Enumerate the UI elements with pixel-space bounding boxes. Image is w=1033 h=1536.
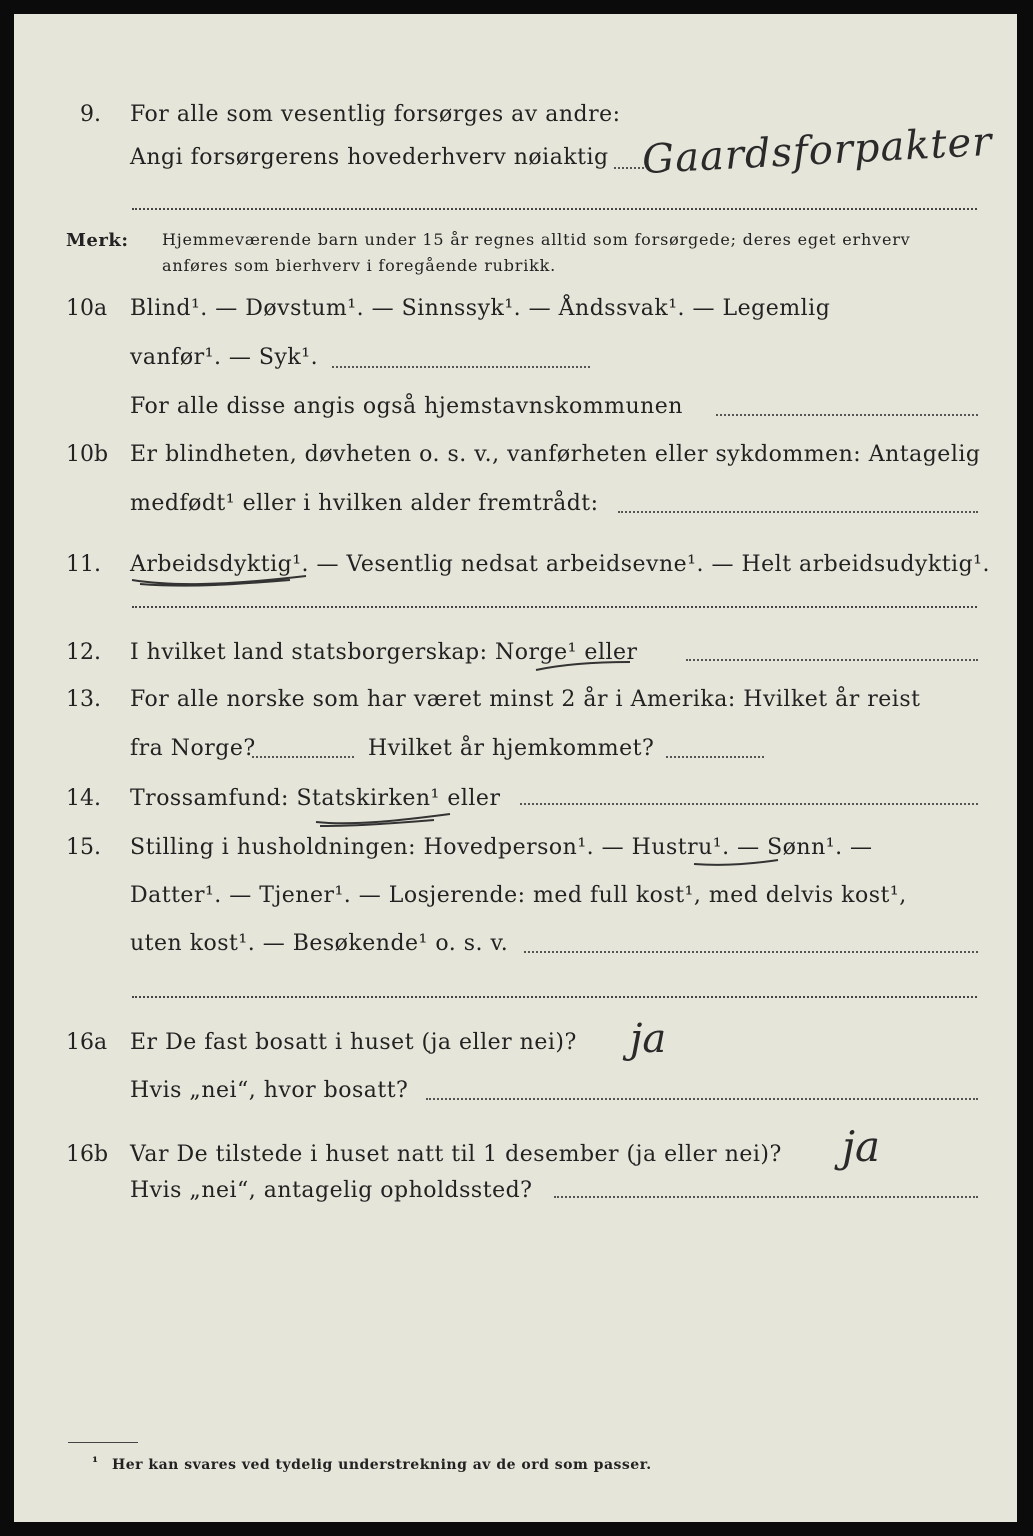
q11-answer-rule	[132, 606, 977, 608]
q12-underline-mark	[534, 660, 634, 676]
q12-fill-line	[686, 659, 978, 661]
q14-line1: Trossamfund: Statskirken¹ eller	[130, 786, 501, 811]
q16a-fill-line	[426, 1098, 978, 1100]
q13-line2a: fra Norge?	[130, 736, 256, 761]
q14-number: 14.	[66, 786, 101, 811]
q9-line2: Angi forsørgerens hovederhverv nøiaktig	[130, 145, 609, 170]
q15-line3: uten kost¹. — Besøkende¹ o. s. v.	[130, 931, 509, 956]
merk-line1: Hjemmeværende barn under 15 år regnes alltid som forsørgede; deres eget erhverv	[162, 230, 911, 249]
q9-line1: For alle som vesentlig forsørges av andre:	[130, 102, 621, 127]
q13-hjemkommet-fill-line	[666, 756, 764, 758]
q10b-line2: medfødt¹ eller i hvilken alder fremtrådt:	[130, 491, 599, 516]
q12-line1: I hvilket land statsborgerskap: Norge¹ eller	[130, 640, 638, 665]
q10a-line2: vanfør¹. — Syk¹.	[130, 345, 319, 370]
q10a-hjemstavn-fill-line	[716, 414, 978, 416]
q13-line1: For alle norske som har været minst 2 år i Amerika: Hvilket år reist	[130, 687, 921, 712]
q16a-line2: Hvis „nei“, hvor bosatt?	[130, 1078, 409, 1103]
q12-number: 12.	[66, 640, 101, 665]
q9-number: 9.	[80, 102, 101, 127]
q16b-handwritten-answer: ja	[842, 1122, 881, 1171]
footnote-mark: ¹	[92, 1455, 99, 1471]
q16a-handwritten-answer: ja	[630, 1016, 667, 1062]
merk-line2: anføres som bierhverv i foregående rubrikk.	[162, 256, 557, 275]
q10b-number: 10b	[66, 442, 109, 467]
footnote-text: Her kan svares ved tydelig understrekning av de ord som passer.	[112, 1457, 652, 1473]
q13-reist-fill-line	[252, 756, 354, 758]
q13-number: 13.	[66, 687, 101, 712]
q16a-number: 16a	[66, 1030, 108, 1055]
census-form-page	[14, 14, 1017, 1522]
q16b-line1: Var De tilstede i huset natt til 1 desember (ja eller nei)?	[130, 1142, 782, 1167]
q10a-number: 10a	[66, 296, 108, 321]
q11-number: 11.	[66, 552, 101, 577]
q10a-line1: Blind¹. — Døvstum¹. — Sinnssyk¹. — Åndssvak¹. — Legemlig	[130, 296, 831, 321]
q14-underline-mark	[314, 810, 454, 830]
q11-line1: Arbeidsdyktig¹. — Vesentlig nedsat arbeidsevne¹. — Helt arbeidsudyktig¹.	[130, 552, 990, 577]
merk-label: Merk:	[66, 230, 129, 251]
footnote-separator	[68, 1442, 138, 1443]
q15-line2: Datter¹. — Tjener¹. — Losjerende: med full kost¹, med delvis kost¹,	[130, 883, 907, 908]
q15-underline-mark	[692, 856, 782, 870]
q13-line2b: Hvilket år hjemkommet?	[368, 736, 655, 761]
q15-fill-line	[524, 951, 978, 953]
q15-answer-rule	[132, 996, 977, 998]
q9-handwritten-answer: Gaardsforpakter	[641, 118, 994, 184]
q11-underline-mark	[130, 570, 310, 590]
q15-line1: Stilling i husholdningen: Hovedperson¹. — Hustru¹. — Sønn¹. —	[130, 835, 873, 860]
q10b-line1: Er blindheten, døvheten o. s. v., vanførheten eller sykdommen: Antagelig	[130, 442, 981, 467]
q10b-fill-line	[618, 511, 978, 513]
q9-answer-rule	[132, 208, 977, 210]
q15-number: 15.	[66, 835, 101, 860]
q10a-syk-fill-line	[332, 366, 590, 368]
q16a-line1: Er De fast bosatt i huset (ja eller nei)?	[130, 1030, 577, 1055]
q9-fill-line	[614, 167, 644, 169]
q16b-fill-line	[554, 1196, 978, 1198]
q16b-number: 16b	[66, 1142, 109, 1167]
q14-fill-line	[520, 803, 978, 805]
q10a-line3: For alle disse angis også hjemstavnskommunen	[130, 394, 683, 419]
q16b-line2: Hvis „nei“, antagelig opholdssted?	[130, 1178, 533, 1203]
